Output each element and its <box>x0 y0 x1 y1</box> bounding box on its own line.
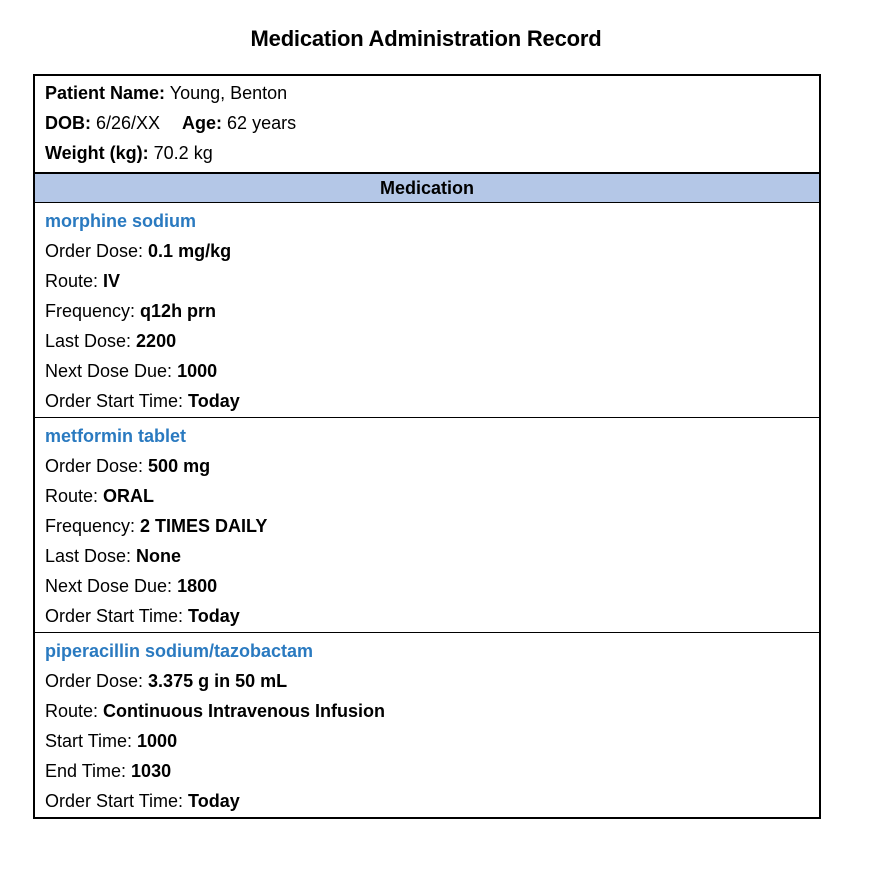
field-label: Route: <box>45 486 104 506</box>
medication-header: Medication <box>35 172 819 203</box>
medication-name: piperacillin sodium/tazobactam <box>45 641 314 661</box>
dob-age-row <box>45 108 809 138</box>
field-label: Route: <box>45 271 104 291</box>
field-value: Continuous Intravenous Infusion <box>103 701 386 721</box>
order-start-row <box>45 786 809 816</box>
field-label: Start Time: <box>45 731 138 751</box>
field-value: Today <box>188 791 240 811</box>
field-value: 0.1 mg/kg <box>148 241 232 261</box>
field-value: None <box>136 546 182 566</box>
dob-label: DOB: <box>45 113 91 133</box>
route-row <box>45 481 809 511</box>
field-label: Frequency: <box>45 301 141 321</box>
field-value: 2200 <box>136 331 177 351</box>
age-value: 62 years <box>222 113 297 133</box>
field-value: q12h prn <box>140 301 217 321</box>
field-value: IV <box>103 271 121 291</box>
field-value: 1000 <box>137 731 178 751</box>
patient-info <box>35 76 819 172</box>
field-value: 500 mg <box>148 456 211 476</box>
patient-name-row <box>45 78 809 108</box>
medication-entry <box>35 417 819 632</box>
order-dose-row <box>45 666 809 696</box>
weight-label: Weight (kg): <box>45 143 149 163</box>
last-dose-row <box>45 541 809 571</box>
field-label: Last Dose: <box>45 546 137 566</box>
field-label: Order Start Time: <box>45 391 189 411</box>
order-start-row <box>45 386 809 416</box>
field-label: End Time: <box>45 761 132 781</box>
start-time-row <box>45 726 809 756</box>
field-label: Frequency: <box>45 516 141 536</box>
medication-record-table <box>33 74 821 819</box>
field-value: 1000 <box>177 361 218 381</box>
next-dose-row <box>45 571 809 601</box>
medication-name: morphine sodium <box>45 211 197 231</box>
frequency-row <box>45 296 809 326</box>
field-value: 3.375 g in 50 mL <box>148 671 288 691</box>
next-dose-row <box>45 356 809 386</box>
order-dose-row <box>45 236 809 266</box>
age-label: Age: <box>182 113 223 133</box>
page-title: Medication Administration Record <box>250 26 602 51</box>
weight-row <box>45 138 809 168</box>
medication-name: metformin tablet <box>45 426 187 446</box>
patient-name-value: Young, Benton <box>165 83 288 103</box>
last-dose-row <box>45 326 809 356</box>
route-row <box>45 266 809 296</box>
route-row <box>45 696 809 726</box>
field-value: 2 TIMES DAILY <box>140 516 268 536</box>
field-value: Today <box>188 391 240 411</box>
field-value: ORAL <box>103 486 155 506</box>
field-label: Next Dose Due: <box>45 576 178 596</box>
field-label: Order Start Time: <box>45 791 189 811</box>
end-time-row <box>45 756 809 786</box>
field-value: 1800 <box>177 576 218 596</box>
field-label: Order Dose: <box>45 671 149 691</box>
weight-value: 70.2 kg <box>148 143 213 163</box>
field-label: Next Dose Due: <box>45 361 178 381</box>
field-label: Order Dose: <box>45 241 149 261</box>
medication-entry <box>35 632 819 817</box>
frequency-row <box>45 511 809 541</box>
medication-entry <box>35 203 819 417</box>
field-value: Today <box>188 606 240 626</box>
field-label: Order Dose: <box>45 456 149 476</box>
dob-value: 6/26/XX <box>91 113 161 133</box>
field-label: Route: <box>45 701 104 721</box>
order-start-row <box>45 601 809 631</box>
field-value: 1030 <box>131 761 172 781</box>
field-label: Order Start Time: <box>45 606 189 626</box>
patient-name-label: Patient Name: <box>45 83 166 103</box>
field-label: Last Dose: <box>45 331 137 351</box>
order-dose-row <box>45 451 809 481</box>
